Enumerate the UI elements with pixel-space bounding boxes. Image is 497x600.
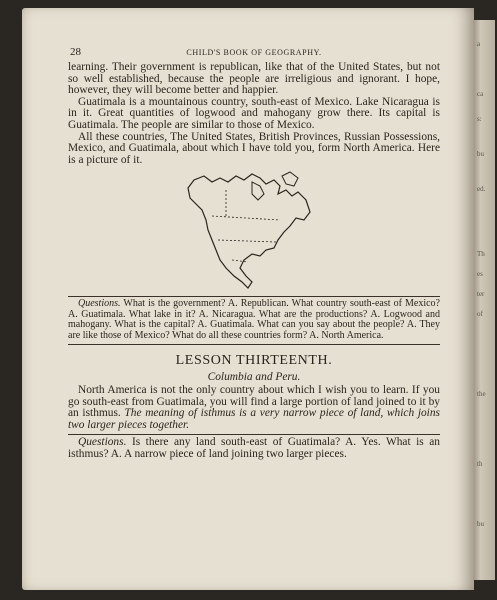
questions-text: What is the government? A. Republican. What country south-east of Mexico? A. Guatimala. What lake in it? A. Nicaragua. What are the productions? A. Logwood and mahogany. What is the capital? A. Guatimala. What can you say about the people? A. They are like those of Mexico? What do all these countries form? A. North America. (68, 298, 440, 341)
paragraph: All these countries, The United States, British Provinces, Russian Possessions, Mexico, and Guatimala, about which I have told you, form North America. Here is a picture of it. (68, 130, 440, 166)
lesson-title: LESSON THIRTEENTH. (175, 352, 333, 368)
edge-text-line: ca (477, 90, 484, 98)
paragraph: Guatimala is a mountainous country, south-east of Mexico. Lake Nicaragua is in it. Great quantities of logwood and mahogany grow there. Its capital is Guatimala. The people are similar to those of Mexico. (68, 95, 440, 131)
page-content (68, 46, 440, 461)
lesson-text: North America is not the only country about which I wish you to learn. If you go south-east from Guatimala, you will find a large portion of land joined to it by an isthmus. (68, 383, 440, 420)
edge-text-line: ter (477, 290, 485, 298)
edge-text-line: of (477, 310, 483, 318)
questions-block (68, 434, 440, 460)
questions-block (68, 296, 440, 341)
north-america-map-illustration (186, 170, 321, 292)
running-head: CHILD'S BOOK OF GEOGRAPHY. (186, 48, 322, 57)
edge-text-line: a (477, 40, 481, 48)
border-line (218, 240, 276, 242)
questions-label: Questions. (78, 298, 121, 310)
edge-text-line: Th (477, 250, 485, 258)
paragraph (68, 385, 440, 431)
continent-outline (188, 174, 310, 288)
north-america-map (68, 170, 440, 292)
border-line (232, 260, 248, 262)
edge-text-line: bu (477, 150, 484, 158)
paragraph: learning. Their government is republican, like that of the United States, but not so well established, because the people are irreligious and ignorant. I hope, however, they will become better and happier. (68, 61, 440, 97)
isthmus-definition: The meaning of isthmus is a very narrow piece of land, which joins two larger pieces together. (68, 407, 440, 431)
edge-text-line: th (477, 460, 483, 468)
greenland-outline (282, 172, 298, 186)
questions-text: Is there any land south-east of Guatimala? A. Yes. What is an isthmus? A. A narrow piece of land joining two larger pieces. (68, 436, 440, 460)
questions-label: Questions. (78, 436, 127, 449)
edge-text-line: the (477, 390, 486, 398)
edge-text-line: bu (477, 520, 484, 528)
divider (68, 344, 440, 345)
lesson-subtitle: Columbia and Peru. (207, 370, 301, 383)
page-number: 28 (70, 46, 81, 58)
edge-text-line: ed. (477, 185, 486, 193)
edge-text-line: es (477, 270, 483, 278)
page-header (68, 46, 440, 62)
border-line (212, 216, 280, 220)
edge-text-line: s: (477, 115, 482, 123)
hudson-bay-outline (252, 182, 264, 200)
